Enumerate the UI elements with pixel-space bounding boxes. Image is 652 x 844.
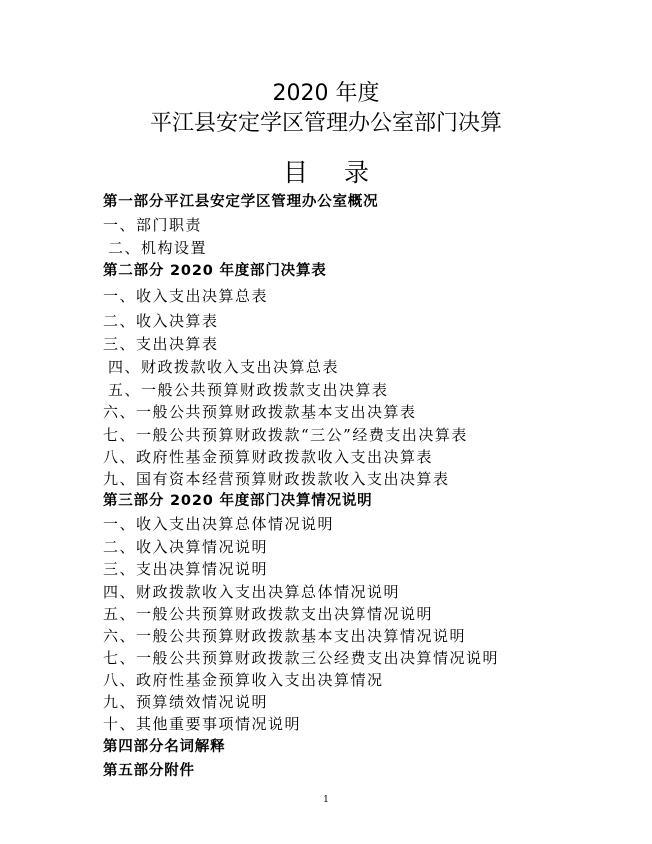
toc-item: 七、一般公共预算财政拨款“三公”经费支出决算表 xyxy=(103,426,468,444)
toc-item: 六、一般公共预算财政拨款基本支出决算表 xyxy=(103,403,417,421)
toc-item: 十、其他重要事项情况说明 xyxy=(103,715,302,733)
toc-part-4: 第四部分名词解释 xyxy=(103,739,226,755)
toc-item: 一、收入支出决算总体情况说明 xyxy=(103,515,335,533)
toc-item: 九、国有资本经营预算财政拨款收入支出决算表 xyxy=(103,470,450,488)
toc-part-1: 第一部分平江县安定学区管理办公室概况 xyxy=(103,194,379,210)
toc-item: 五、一般公共预算财政拨款支出决算情况说明 xyxy=(103,605,434,623)
document-title-year: 2020 年度 xyxy=(272,81,380,106)
toc-item: 四、财政拨款收入支出决算总表 xyxy=(108,358,340,376)
toc-item: 三、支出决算表 xyxy=(103,335,219,353)
toc-heading: 目 录 xyxy=(283,158,383,187)
toc-item: 九、预算绩效情况说明 xyxy=(103,693,269,711)
toc-item: 一、部门职责 xyxy=(103,216,203,234)
toc-item: 七、一般公共预算财政拨款三公经费支出决算情况说明 xyxy=(103,649,500,667)
toc-part-2: 第二部分 2020 年度部门决算表 xyxy=(103,263,327,279)
toc-item: 五、一般公共预算财政拨款支出决算表 xyxy=(108,381,389,399)
toc-item: 八、政府性基金预算财政拨款收入支出决算表 xyxy=(103,448,434,466)
toc-item: 一、收入支出决算总表 xyxy=(103,287,269,305)
toc-item: 六、一般公共预算财政拨款基本支出决算情况说明 xyxy=(103,627,467,645)
toc-item: 四、财政拨款收入支出决算总体情况说明 xyxy=(103,583,401,601)
toc-item: 三、支出决算情况说明 xyxy=(103,560,269,578)
toc-item: 二、机构设置 xyxy=(108,239,208,257)
document-title: 平江县安定学区管理办公室部门决算 xyxy=(149,111,502,136)
toc-part-5: 第五部分附件 xyxy=(103,763,195,779)
page-number: 1 xyxy=(323,795,329,805)
toc-item: 八、政府性基金预算收入支出决算情况 xyxy=(103,671,384,689)
toc-part-3: 第三部分 2020 年度部门决算情况说明 xyxy=(103,493,373,509)
toc-item: 二、收入决算表 xyxy=(103,312,219,330)
toc-item: 二、收入决算情况说明 xyxy=(103,538,269,556)
